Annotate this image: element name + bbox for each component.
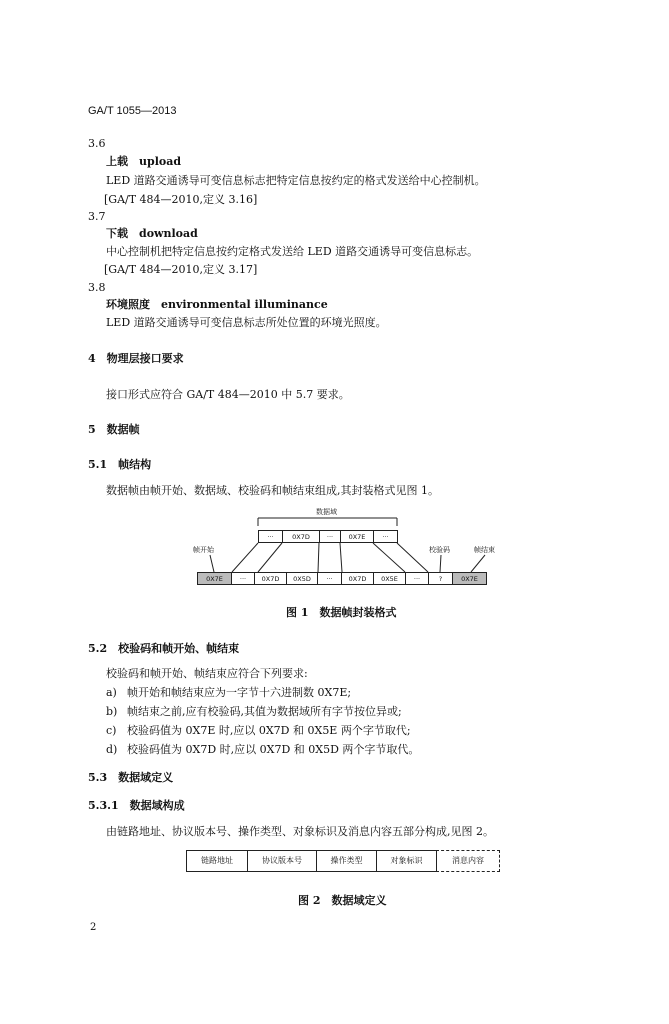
list-item: 校验码值为 0X7D 时,应以 0X7D 和 0X5D 两个字节取代。 (127, 743, 420, 756)
list-item-marker: a) (106, 686, 117, 699)
frame-cell: ··· (317, 572, 342, 585)
figure-1-lines (0, 500, 669, 610)
figure-2-caption: 图 2 数据域定义 (298, 894, 387, 907)
frame-cell: 0X5E (373, 572, 406, 585)
label-data-field: 数据域 (316, 508, 337, 516)
data-field-part-object-id: 对象标识 (376, 850, 437, 872)
section-5-3-1-text: 由链路地址、协议版本号、操作类型、对象标识及消息内容五部分构成,见图 2。 (106, 825, 494, 838)
frame-end-cell: 0X7E (452, 572, 487, 585)
label-frame-start: 帧开始 (193, 546, 214, 554)
standard-id: GA/T 1055—2013 (88, 105, 177, 117)
data-field-part-message-content: 消息内容 (436, 850, 500, 872)
section-5-2-intro: 校验码和帧开始、帧结束应符合下列要求: (106, 667, 308, 680)
list-item: 校验码值为 0X7E 时,应以 0X7D 和 0X5E 两个字节取代; (127, 724, 411, 737)
reference-download: [GA/T 484—2010,定义 3.17] (104, 263, 258, 276)
clause-number-3-8: 3.8 (88, 281, 106, 294)
list-item: 帧结束之前,应有校验码,其值为数据域所有字节按位异或; (127, 705, 402, 718)
term-download: 下载 download (106, 227, 198, 240)
clause-number-3-6: 3.6 (88, 137, 106, 150)
definition-environmental-illuminance: LED 道路交通诱导可变信息标志所处位置的环境光照度。 (106, 316, 387, 329)
frame-cell: 0X7D (341, 572, 374, 585)
frame-cell: 0X7D (254, 572, 287, 585)
section-heading-4: 4 物理层接口要求 (88, 352, 184, 365)
frame-cell: ··· (405, 572, 429, 585)
section-heading-5-3: 5.3 数据域定义 (88, 771, 174, 784)
data-field-part-protocol-version: 协议版本号 (247, 850, 317, 872)
data-field-part-operation-type: 操作类型 (316, 850, 377, 872)
reference-upload: [GA/T 484—2010,定义 3.16] (104, 193, 258, 206)
section-heading-5-3-1: 5.3.1 数据域构成 (88, 799, 185, 812)
term-upload: 上载 upload (106, 155, 182, 168)
data-field-cell: ··· (373, 530, 398, 543)
section-heading-5-2: 5.2 校验码和帧开始、帧结束 (88, 642, 240, 655)
section-4-text: 接口形式应符合 GA/T 484—2010 中 5.7 要求。 (106, 388, 350, 401)
definition-upload: LED 道路交通诱导可变信息标志把特定信息按约定的格式发送给中心控制机。 (106, 174, 486, 187)
section-5-1-text: 数据帧由帧开始、数据域、校验码和帧结束组成,其封装格式见图 1。 (106, 484, 439, 497)
list-item-marker: d) (106, 743, 118, 756)
data-field-cell: 0X7E (340, 530, 374, 543)
clause-number-3-7: 3.7 (88, 210, 106, 223)
data-field-cell: ··· (319, 530, 341, 543)
frame-cell: ··· (231, 572, 255, 585)
checksum-cell: ? (428, 572, 453, 585)
data-field-cell: 0X7D (282, 530, 320, 543)
definition-download: 中心控制机把特定信息按约定格式发送给 LED 道路交通诱导可变信息标志。 (106, 245, 479, 258)
figure-1-caption: 图 1 数据帧封装格式 (286, 606, 397, 619)
label-checksum: 校验码 (429, 546, 450, 554)
section-heading-5-1: 5.1 帧结构 (88, 458, 152, 471)
frame-start-cell: 0X7E (197, 572, 232, 585)
label-frame-end: 帧结束 (474, 546, 495, 554)
data-field-cell: ··· (258, 530, 283, 543)
frame-cell: 0X5D (286, 572, 318, 585)
list-item: 帧开始和帧结束应为一字节十六进制数 0X7E; (127, 686, 352, 699)
page-number: 2 (90, 922, 97, 933)
list-item-marker: b) (106, 705, 118, 718)
data-field-part-link-address: 链路地址 (186, 850, 248, 872)
term-environmental-illuminance: 环境照度 environmental illuminance (106, 298, 328, 311)
section-heading-5: 5 数据帧 (88, 423, 140, 436)
list-item-marker: c) (106, 724, 117, 737)
